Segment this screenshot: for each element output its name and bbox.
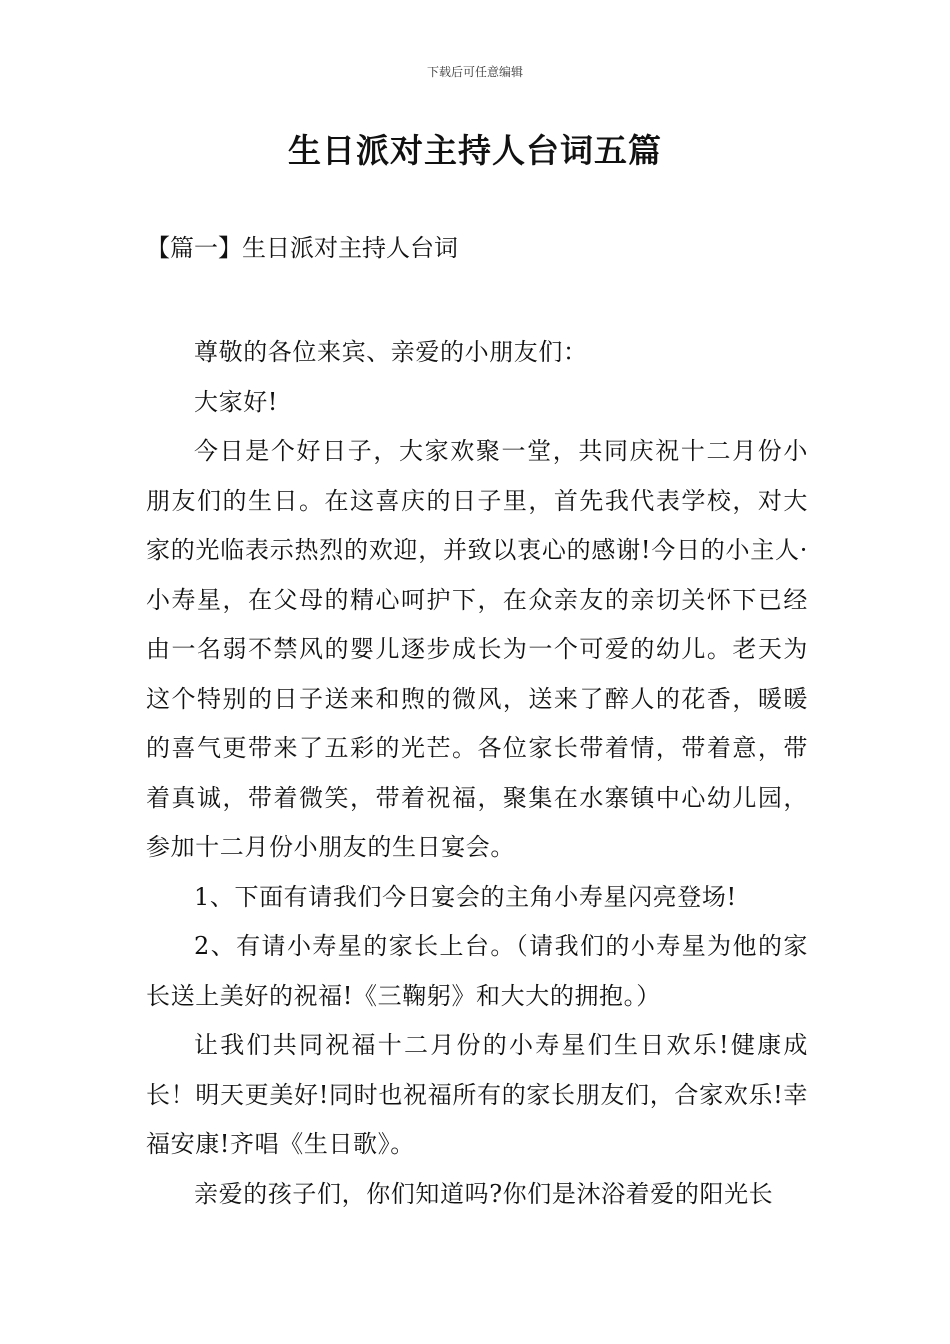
document-title: 生日派对主持人台词五篇 [288,131,662,170]
paragraph-step-1: 1、下面有请我们今日宴会的主角小寿星闪亮登场! [194,882,737,911]
paragraph-hello: 大家好! [194,387,279,416]
paragraph-children: 亲爱的孩子们，你们知道吗?你们是沐浴着爱的阳光长 [194,1179,774,1208]
paragraph-blessing: 让我们共同祝福十二月份的小寿星们生日欢乐!健康成长！明天更美好!同时也祝福所有的家长朋友们，合家欢乐!幸福安康!齐唱《生日歌》。 [146,1031,808,1158]
header-note: 下载后可任意编辑 [426,65,523,79]
section-heading: 【篇一】生日派对主持人台词 [146,234,458,262]
document-body [146,328,808,1219]
paragraph-intro: 今日是个好日子，大家欢聚一堂，共同庆祝十二月份小朋友们的生日。在这喜庆的日子里，首先我代表学校，对大家的光临表示热烈的欢迎，并致以衷心的感谢!今日的小主人·小寿星，在父母的精心呵护下，在众亲友的亲切关怀下已经由一名弱不禁风的婴儿逐步成长为一个可爱的幼儿。老天为这个特别的日子送来和煦的微风，送来了醉人的花香，暖暖的喜气更带来了五彩的光芒。各位家长带着情，带着意，带着真诚，带着微笑，带着祝福，聚集在水寨镇中心幼儿园，参加十二月份小朋友的生日宴会。 [146,437,808,861]
paragraph-step-2: 2、有请小寿星的家长上台。（请我们的小寿星为他的家长送上美好的祝福!《三鞠躬》和大大的拥抱。） [146,932,808,1010]
paragraph-greeting: 尊敬的各位来宾、亲爱的小朋友们： [194,338,588,366]
